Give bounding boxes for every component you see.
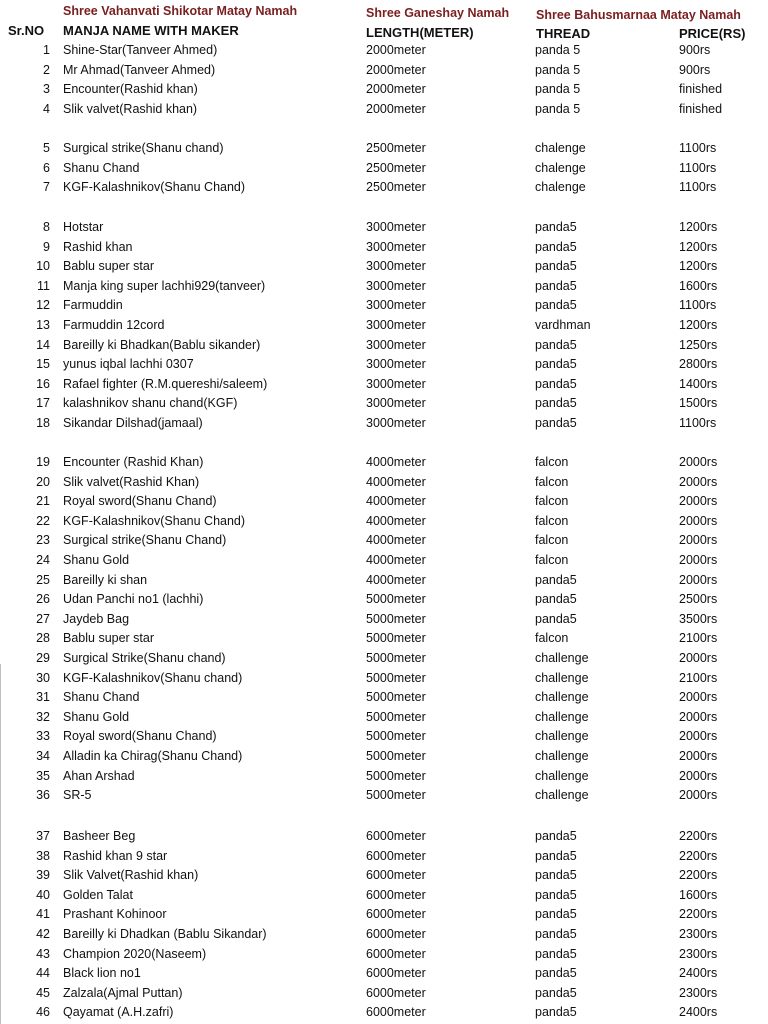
price-cell: 1200rs — [679, 240, 718, 254]
price-cell: 2400rs — [679, 1005, 718, 1019]
sr-no-cell: 3 — [43, 82, 50, 96]
thread-cell: panda5 — [535, 259, 577, 273]
price-cell: 1600rs — [679, 888, 718, 902]
thread-cell: falcon — [535, 631, 569, 645]
manja-name-cell: Basheer Beg — [63, 829, 136, 843]
sr-no-cell: 9 — [43, 240, 50, 254]
sr-no-cell: 20 — [36, 475, 50, 489]
thread-cell: panda5 — [535, 612, 577, 626]
manja-name-cell: Bareilly ki shan — [63, 573, 148, 587]
column-header-thread: THREAD — [536, 26, 591, 41]
price-cell: 2000rs — [679, 494, 718, 508]
thread-cell: challenge — [535, 749, 589, 763]
sr-no-cell: 45 — [36, 986, 50, 1000]
column-header-length: LENGTH(METER) — [366, 25, 474, 40]
table-row — [0, 139, 768, 158]
manja-name-cell: Encounter(Rashid khan) — [63, 82, 198, 96]
price-cell: 1100rs — [679, 298, 717, 312]
manja-name-cell: Encounter (Rashid Khan) — [63, 455, 204, 469]
length-cell: 6000meter — [366, 907, 426, 921]
price-cell: 2000rs — [679, 651, 718, 665]
price-cell: finished — [679, 102, 723, 116]
manja-name-cell: Farmuddin 12cord — [63, 318, 165, 332]
thread-cell: panda5 — [535, 849, 577, 863]
manja-name-cell: Udan Panchi no1 (lachhi) — [63, 592, 204, 606]
sr-no-cell: 42 — [36, 927, 50, 941]
length-cell: 6000meter — [366, 829, 426, 843]
manja-name-cell: Slik valvet(Rashid Khan) — [63, 475, 200, 489]
manja-name-cell: Rashid khan 9 star — [63, 849, 168, 863]
sr-no-cell: 35 — [36, 769, 50, 783]
length-cell: 4000meter — [366, 553, 426, 567]
price-cell: 3500rs — [679, 612, 718, 626]
table-row — [0, 512, 768, 531]
manja-name-cell: Prashant Kohinoor — [63, 907, 167, 921]
length-cell: 2500meter — [366, 180, 426, 194]
table-row — [0, 375, 768, 394]
price-cell: 2000rs — [679, 729, 718, 743]
length-cell: 6000meter — [366, 888, 426, 902]
thread-cell: panda5 — [535, 416, 577, 430]
thread-cell: panda 5 — [535, 63, 581, 77]
price-cell: 2400rs — [679, 966, 718, 980]
price-cell: 2800rs — [679, 357, 718, 371]
price-cell: 2000rs — [679, 710, 718, 724]
sr-no-cell: 5 — [43, 141, 50, 155]
thread-cell: chalenge — [535, 180, 586, 194]
thread-cell: panda5 — [535, 907, 577, 921]
length-cell: 5000meter — [366, 671, 426, 685]
length-cell: 3000meter — [366, 279, 426, 293]
table-row — [0, 492, 768, 511]
manja-name-cell: Black lion no1 — [63, 966, 141, 980]
manja-name-cell: Rashid khan — [63, 240, 133, 254]
length-cell: 5000meter — [366, 690, 426, 704]
thread-cell: panda5 — [535, 947, 577, 961]
length-cell: 3000meter — [366, 240, 426, 254]
sr-no-cell: 37 — [36, 829, 50, 843]
thread-cell: challenge — [535, 710, 589, 724]
length-cell: 3000meter — [366, 377, 426, 391]
length-cell: 4000meter — [366, 573, 426, 587]
price-cell: 2000rs — [679, 573, 718, 587]
thread-cell: chalenge — [535, 161, 586, 175]
length-cell: 5000meter — [366, 749, 426, 763]
table-row — [0, 827, 768, 846]
table-row — [0, 531, 768, 550]
thread-cell: panda5 — [535, 829, 577, 843]
price-cell: 1200rs — [679, 318, 718, 332]
sr-no-cell: 12 — [36, 298, 50, 312]
price-cell: 2300rs — [679, 947, 718, 961]
manja-name-cell: KGF-Kalashnikov(Shanu chand) — [63, 671, 243, 685]
table-row — [0, 159, 768, 178]
price-cell: 2200rs — [679, 849, 718, 863]
table-row — [0, 414, 768, 433]
price-cell: 2200rs — [679, 907, 718, 921]
table-row — [0, 669, 768, 688]
sr-no-cell: 39 — [36, 868, 50, 882]
price-cell: 900rs — [679, 63, 711, 77]
price-cell: 2200rs — [679, 829, 718, 843]
length-cell: 6000meter — [366, 966, 426, 980]
table-row — [0, 786, 768, 805]
sr-no-cell: 14 — [36, 338, 50, 352]
table-row — [0, 747, 768, 766]
price-cell: 2100rs — [679, 671, 718, 685]
thread-cell: panda5 — [535, 986, 577, 1000]
thread-cell: falcon — [535, 455, 569, 469]
length-cell: 2500meter — [366, 161, 426, 175]
table-row — [0, 218, 768, 237]
length-cell: 3000meter — [366, 416, 426, 430]
manja-name-cell: Mr Ahmad(Tanveer Ahmed) — [63, 63, 216, 77]
length-cell: 5000meter — [366, 612, 426, 626]
table-row — [0, 590, 768, 609]
manja-name-cell: KGF-Kalashnikov(Shanu Chand) — [63, 514, 246, 528]
thread-cell: panda5 — [535, 279, 577, 293]
table-row — [0, 257, 768, 276]
thread-cell: falcon — [535, 475, 569, 489]
thread-cell: panda5 — [535, 966, 577, 980]
sr-no-cell: 18 — [36, 416, 50, 430]
column-header-sr-no: Sr.NO — [8, 23, 45, 38]
sr-no-cell: 13 — [36, 318, 50, 332]
manja-name-cell: SR-5 — [63, 788, 92, 802]
sr-no-cell: 23 — [36, 533, 50, 547]
length-cell: 2000meter — [366, 63, 426, 77]
sr-no-cell: 36 — [36, 788, 50, 802]
manja-name-cell: Alladin ka Chirag(Shanu Chand) — [63, 749, 243, 763]
table-row — [0, 453, 768, 472]
thread-cell: panda5 — [535, 868, 577, 882]
table-row — [0, 727, 768, 746]
thread-cell: panda5 — [535, 888, 577, 902]
sr-no-cell: 30 — [36, 671, 50, 685]
table-row — [0, 964, 768, 983]
manja-name-cell: Rafael fighter (R.M.quereshi/saleem) — [63, 377, 268, 391]
price-cell: 2000rs — [679, 455, 718, 469]
price-cell: 1100rs — [679, 416, 717, 430]
sr-no-cell: 34 — [36, 749, 50, 763]
price-cell: 2000rs — [679, 533, 718, 547]
sr-no-cell: 4 — [43, 102, 50, 116]
table-row — [0, 1003, 768, 1022]
invocation-middle: Shree Ganeshay Namah — [366, 6, 510, 20]
sr-no-cell: 46 — [36, 1005, 50, 1019]
thread-cell: panda5 — [535, 298, 577, 312]
thread-cell: panda5 — [535, 338, 577, 352]
manja-name-cell: Slik Valvet(Rashid khan) — [63, 868, 199, 882]
length-cell: 4000meter — [366, 455, 426, 469]
price-cell: 900rs — [679, 43, 711, 57]
thread-cell: panda 5 — [535, 43, 581, 57]
sr-no-cell: 6 — [43, 161, 50, 175]
price-cell: 2200rs — [679, 868, 718, 882]
thread-cell: panda5 — [535, 396, 577, 410]
sr-no-cell: 27 — [36, 612, 50, 626]
thread-cell: falcon — [535, 494, 569, 508]
table-row — [0, 649, 768, 668]
thread-cell: challenge — [535, 671, 589, 685]
table-row — [0, 61, 768, 80]
table-row — [0, 100, 768, 119]
table-row — [0, 945, 768, 964]
table-row — [0, 708, 768, 727]
thread-cell: panda5 — [535, 377, 577, 391]
manja-name-cell: Sikandar Dilshad(jamaal) — [63, 416, 203, 430]
manja-name-cell: Royal sword(Shanu Chand) — [63, 494, 217, 508]
sr-no-cell: 41 — [36, 907, 50, 921]
sr-no-cell: 19 — [36, 455, 50, 469]
thread-cell: falcon — [535, 514, 569, 528]
sr-no-cell: 25 — [36, 573, 50, 587]
thread-cell: panda 5 — [535, 82, 581, 96]
price-cell: 2000rs — [679, 514, 718, 528]
price-cell: 1200rs — [679, 259, 718, 273]
manja-name-cell: Hotstar — [63, 220, 104, 234]
thread-cell: chalenge — [535, 141, 586, 155]
sr-no-cell: 22 — [36, 514, 50, 528]
manja-name-cell: Surgical strike(Shanu chand) — [63, 141, 224, 155]
table-row — [0, 336, 768, 355]
thread-cell: panda5 — [535, 927, 577, 941]
price-cell: 1100rs — [679, 141, 717, 155]
sr-no-cell: 15 — [36, 357, 50, 371]
sr-no-cell: 21 — [36, 494, 50, 508]
sr-no-cell: 24 — [36, 553, 50, 567]
sr-no-cell: 43 — [36, 947, 50, 961]
length-cell: 2000meter — [366, 82, 426, 96]
sr-no-cell: 38 — [36, 849, 50, 863]
sr-no-cell: 26 — [36, 592, 50, 606]
length-cell: 3000meter — [366, 220, 426, 234]
thread-cell: panda 5 — [535, 102, 581, 116]
length-cell: 2500meter — [366, 141, 426, 155]
price-cell: 2300rs — [679, 927, 718, 941]
thread-cell: vardhman — [535, 318, 591, 332]
manja-name-cell: kalashnikov shanu chand(KGF) — [63, 396, 238, 410]
manja-name-cell: Shanu Chand — [63, 690, 140, 704]
manja-name-cell: Champion 2020(Naseem) — [63, 947, 207, 961]
price-cell: 1100rs — [679, 161, 717, 175]
table-row — [0, 238, 768, 257]
table-row — [0, 767, 768, 786]
thread-cell: challenge — [535, 788, 589, 802]
manja-name-cell: Manja king super lachhi929(tanveer) — [63, 279, 266, 293]
invocation-left: Shree Vahanvati Shikotar Matay Namah — [63, 4, 298, 18]
manja-name-cell: Ahan Arshad — [63, 769, 135, 783]
price-cell: 1600rs — [679, 279, 718, 293]
manja-name-cell: Jaydeb Bag — [63, 612, 130, 626]
length-cell: 5000meter — [366, 592, 426, 606]
sr-no-cell: 33 — [36, 729, 50, 743]
manja-name-cell: yunus iqbal lachhi 0307 — [63, 357, 194, 371]
length-cell: 3000meter — [366, 396, 426, 410]
length-cell: 6000meter — [366, 849, 426, 863]
manja-name-cell: Golden Talat — [63, 888, 133, 902]
column-header-name: MANJA NAME WITH MAKER — [63, 23, 239, 38]
table-row — [0, 296, 768, 315]
table-row — [0, 473, 768, 492]
length-cell: 6000meter — [366, 1005, 426, 1019]
sr-no-cell: 31 — [36, 690, 50, 704]
price-cell: 2000rs — [679, 553, 718, 567]
manja-name-cell: Shanu Chand — [63, 161, 140, 175]
table-row — [0, 178, 768, 197]
table-row — [0, 925, 768, 944]
column-header-price: PRICE(RS) — [679, 26, 746, 41]
length-cell: 6000meter — [366, 986, 426, 1000]
length-cell: 6000meter — [366, 868, 426, 882]
price-cell: finished — [679, 82, 723, 96]
sr-no-cell: 8 — [43, 220, 50, 234]
manja-name-cell: Slik valvet(Rashid khan) — [63, 102, 198, 116]
manja-name-cell: Zalzala(Ajmal Puttan) — [63, 986, 183, 1000]
length-cell: 5000meter — [366, 729, 426, 743]
manja-name-cell: Shanu Gold — [63, 710, 130, 724]
manja-name-cell: Shanu Gold — [63, 553, 130, 567]
price-cell: 1250rs — [679, 338, 718, 352]
length-cell: 4000meter — [366, 514, 426, 528]
manja-name-cell: Surgical Strike(Shanu chand) — [63, 651, 226, 665]
thread-cell: falcon — [535, 553, 569, 567]
table-row — [0, 80, 768, 99]
manja-name-cell: Shine-Star(Tanveer Ahmed) — [63, 43, 218, 57]
manja-name-cell: Surgical strike(Shanu Chand) — [63, 533, 227, 547]
sr-no-cell: 29 — [36, 651, 50, 665]
manja-name-cell: Bablu super star — [63, 631, 155, 645]
thread-cell: panda5 — [535, 592, 577, 606]
price-cell: 2500rs — [679, 592, 718, 606]
length-cell: 4000meter — [366, 533, 426, 547]
thread-cell: panda5 — [535, 1005, 577, 1019]
thread-cell: challenge — [535, 690, 589, 704]
sr-no-cell: 16 — [36, 377, 50, 391]
sr-no-cell: 40 — [36, 888, 50, 902]
length-cell: 4000meter — [366, 494, 426, 508]
thread-cell: panda5 — [535, 573, 577, 587]
manja-name-cell: Bareilly ki Dhadkan (Bablu Sikandar) — [63, 927, 267, 941]
length-cell: 2000meter — [366, 102, 426, 116]
table-row — [0, 866, 768, 885]
invocation-right: Shree Bahusmarnaa Matay Namah — [536, 8, 741, 22]
price-cell: 2000rs — [679, 788, 718, 802]
price-cell: 2000rs — [679, 769, 718, 783]
length-cell: 3000meter — [366, 259, 426, 273]
price-cell: 2300rs — [679, 986, 718, 1000]
length-cell: 3000meter — [366, 338, 426, 352]
thread-cell: challenge — [535, 769, 589, 783]
price-cell: 2100rs — [679, 631, 718, 645]
length-cell: 2000meter — [366, 43, 426, 57]
thread-cell: challenge — [535, 651, 589, 665]
sr-no-cell: 17 — [36, 396, 50, 410]
manja-name-cell: Bablu super star — [63, 259, 155, 273]
length-cell: 5000meter — [366, 788, 426, 802]
length-cell: 6000meter — [366, 947, 426, 961]
length-cell: 3000meter — [366, 298, 426, 312]
length-cell: 3000meter — [366, 318, 426, 332]
manja-name-cell: Royal sword(Shanu Chand) — [63, 729, 217, 743]
thread-cell: panda5 — [535, 220, 577, 234]
length-cell: 5000meter — [366, 710, 426, 724]
sr-no-cell: 44 — [36, 966, 50, 980]
price-cell: 1400rs — [679, 377, 718, 391]
table-row — [0, 316, 768, 335]
length-cell: 5000meter — [366, 651, 426, 665]
table-row — [0, 571, 768, 590]
length-cell: 6000meter — [366, 927, 426, 941]
table-row — [0, 41, 768, 60]
table-row — [0, 905, 768, 924]
table-row — [0, 394, 768, 413]
table-row — [0, 688, 768, 707]
table-row — [0, 277, 768, 296]
length-cell: 3000meter — [366, 357, 426, 371]
sr-no-cell: 10 — [36, 259, 50, 273]
manja-name-cell: KGF-Kalashnikov(Shanu Chand) — [63, 180, 246, 194]
sr-no-cell: 28 — [36, 631, 50, 645]
manja-name-cell: Farmuddin — [63, 298, 123, 312]
length-cell: 5000meter — [366, 631, 426, 645]
table-row — [0, 984, 768, 1003]
thread-cell: falcon — [535, 533, 569, 547]
table-row — [0, 847, 768, 866]
table-row — [0, 610, 768, 629]
sr-no-cell: 2 — [43, 63, 50, 77]
thread-cell: panda5 — [535, 240, 577, 254]
sr-no-cell: 1 — [43, 43, 50, 57]
price-cell: 1200rs — [679, 220, 718, 234]
thread-cell: panda5 — [535, 357, 577, 371]
sr-no-cell: 32 — [36, 710, 50, 724]
thread-cell: challenge — [535, 729, 589, 743]
price-cell: 1100rs — [679, 180, 717, 194]
table-row — [0, 629, 768, 648]
length-cell: 5000meter — [366, 769, 426, 783]
table-row — [0, 355, 768, 374]
table-row — [0, 886, 768, 905]
manja-name-cell: Qayamat (A.H.zafri) — [63, 1005, 174, 1019]
sr-no-cell: 11 — [37, 279, 50, 293]
price-cell: 1500rs — [679, 396, 718, 410]
length-cell: 4000meter — [366, 475, 426, 489]
price-cell: 2000rs — [679, 475, 718, 489]
manja-name-cell: Bareilly ki Bhadkan(Bablu sikander) — [63, 338, 261, 352]
price-cell: 2000rs — [679, 690, 718, 704]
table-row — [0, 551, 768, 570]
price-cell: 2000rs — [679, 749, 718, 763]
sr-no-cell: 7 — [43, 180, 50, 194]
